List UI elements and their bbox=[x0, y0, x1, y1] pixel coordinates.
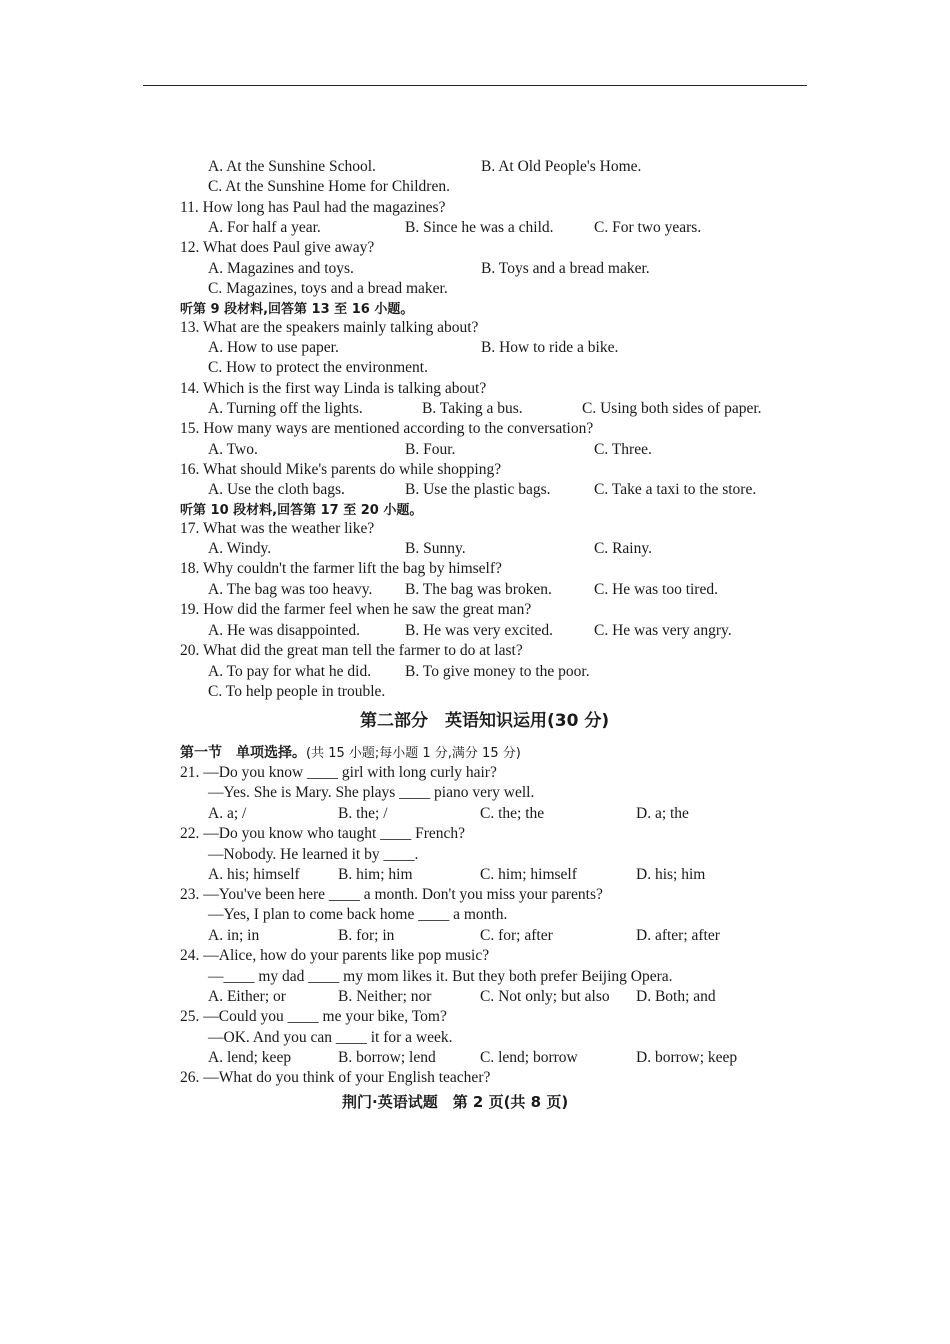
q24-option-d: D. Both; and bbox=[636, 988, 716, 1005]
q21-line2: —Yes. She is Mary. She plays ____ piano very well. bbox=[208, 784, 535, 801]
q16-option-c: C. Take a taxi to the store. bbox=[594, 481, 757, 498]
q20-option-b: B. To give money to the poor. bbox=[405, 663, 590, 680]
q18-option-b: B. The bag was broken. bbox=[405, 581, 552, 598]
q21-option-a: A. a; / bbox=[208, 805, 247, 822]
q25-option-c: C. lend; borrow bbox=[480, 1049, 578, 1066]
q15-option-b: B. Four. bbox=[405, 441, 456, 458]
q25-option-b: B. borrow; lend bbox=[338, 1049, 436, 1066]
q12-option-c: C. Magazines, toys and a bread maker. bbox=[208, 280, 448, 297]
section-one-title: 第一节 单项选择。 bbox=[180, 745, 306, 761]
q15-option-a: A. Two. bbox=[208, 441, 258, 458]
q15-stem: 15. How many ways are mentioned according to the conversation? bbox=[180, 420, 594, 437]
section-header-9: 听第 9 段材料,回答第 13 至 16 小题。 bbox=[180, 302, 414, 317]
q23-line2: —Yes, I plan to come back home ____ a month. bbox=[208, 906, 508, 923]
q22-option-b: B. him; him bbox=[338, 866, 413, 883]
q17-option-a: A. Windy. bbox=[208, 540, 272, 557]
q20-option-c: C. To help people in trouble. bbox=[208, 683, 386, 700]
q19-option-c: C. He was very angry. bbox=[594, 622, 732, 639]
q18-option-a: A. The bag was too heavy. bbox=[208, 581, 373, 598]
q20-option-a: A. To pay for what he did. bbox=[208, 663, 372, 680]
q14-stem: 14. Which is the first way Linda is talking about? bbox=[180, 380, 487, 397]
part-two-title: 第二部分 英语知识运用(30 分) bbox=[360, 711, 610, 731]
section-one-note: (共 15 小题;每小题 1 分,满分 15 分) bbox=[306, 746, 521, 761]
q21-option-d: D. a; the bbox=[636, 805, 689, 822]
q21-option-c: C. the; the bbox=[480, 805, 545, 822]
q17-stem: 17. What was the weather like? bbox=[180, 520, 375, 537]
q13-option-a: A. How to use paper. bbox=[208, 339, 339, 356]
q23-option-a: A. in; in bbox=[208, 927, 260, 944]
q24-option-c: C. Not only; but also bbox=[480, 988, 610, 1005]
q24-line1: 24. —Alice, how do your parents like pop music? bbox=[180, 947, 490, 964]
q16-option-b: B. Use the plastic bags. bbox=[405, 481, 551, 498]
q25-line2: —OK. And you can ____ it for a week. bbox=[208, 1029, 453, 1046]
q11-option-b: B. Since he was a child. bbox=[405, 219, 554, 236]
q13-stem: 13. What are the speakers mainly talking about? bbox=[180, 319, 479, 336]
q13-option-c: C. How to protect the environment. bbox=[208, 359, 428, 376]
q21-option-b: B. the; / bbox=[338, 805, 388, 822]
q14-option-b: B. Taking a bus. bbox=[422, 400, 523, 417]
q11-stem: 11. How long has Paul had the magazines? bbox=[180, 199, 446, 216]
q20-stem: 20. What did the great man tell the farmer to do at last? bbox=[180, 642, 523, 659]
q19-stem: 19. How did the farmer feel when he saw the great man? bbox=[180, 601, 532, 618]
q11-option-c: C. For two years. bbox=[594, 219, 702, 236]
q25-line1: 25. —Could you ____ me your bike, Tom? bbox=[180, 1008, 447, 1025]
q25-option-d: D. borrow; keep bbox=[636, 1049, 738, 1066]
q23-option-b: B. for; in bbox=[338, 927, 395, 944]
q15-option-c: C. Three. bbox=[594, 441, 652, 458]
q19-option-b: B. He was very excited. bbox=[405, 622, 554, 639]
q12-option-b: B. Toys and a bread maker. bbox=[481, 260, 650, 277]
q21-line1: 21. —Do you know ____ girl with long curly hair? bbox=[180, 764, 497, 781]
q18-option-c: C. He was too tired. bbox=[594, 581, 718, 598]
q23-option-d: D. after; after bbox=[636, 927, 720, 944]
q24-option-a: A. Either; or bbox=[208, 988, 286, 1005]
q23-line1: 23. —You've been here ____ a month. Don't you miss your parents? bbox=[180, 886, 603, 903]
q14-option-c: C. Using both sides of paper. bbox=[582, 400, 762, 417]
q12-option-a: A. Magazines and toys. bbox=[208, 260, 354, 277]
q17-option-c: C. Rainy. bbox=[594, 540, 652, 557]
page-footer: 荆门·英语试题 第 2 页(共 8 页) bbox=[342, 1093, 569, 1111]
section-header-10: 听第 10 段材料,回答第 17 至 20 小题。 bbox=[180, 503, 423, 518]
q12-stem: 12. What does Paul give away? bbox=[180, 239, 375, 256]
q22-option-c: C. him; himself bbox=[480, 866, 577, 883]
q10-option-c: C. At the Sunshine Home for Children. bbox=[208, 178, 450, 195]
q13-option-b: B. How to ride a bike. bbox=[481, 339, 619, 356]
header-rule bbox=[143, 85, 807, 86]
q18-stem: 18. Why couldn't the farmer lift the bag by himself? bbox=[180, 560, 502, 577]
q16-option-a: A. Use the cloth bags. bbox=[208, 481, 345, 498]
q23-option-c: C. for; after bbox=[480, 927, 553, 944]
q10-option-b: B. At Old People's Home. bbox=[481, 158, 642, 175]
q17-option-b: B. Sunny. bbox=[405, 540, 466, 557]
q22-line1: 22. —Do you know who taught ____ French? bbox=[180, 825, 465, 842]
q26-line1: 26. —What do you think of your English teacher? bbox=[180, 1069, 491, 1086]
q24-line2: —____ my dad ____ my mom likes it. But they both prefer Beijing Opera. bbox=[208, 968, 673, 985]
section-one-heading bbox=[180, 743, 521, 764]
q22-option-d: D. his; him bbox=[636, 866, 706, 883]
q11-option-a: A. For half a year. bbox=[208, 219, 321, 236]
q16-stem: 16. What should Mike's parents do while shopping? bbox=[180, 461, 502, 478]
q10-option-a: A. At the Sunshine School. bbox=[208, 158, 376, 175]
q19-option-a: A. He was disappointed. bbox=[208, 622, 360, 639]
q25-option-a: A. lend; keep bbox=[208, 1049, 292, 1066]
q14-option-a: A. Turning off the lights. bbox=[208, 400, 363, 417]
q22-option-a: A. his; himself bbox=[208, 866, 300, 883]
q24-option-b: B. Neither; nor bbox=[338, 988, 432, 1005]
q22-line2: —Nobody. He learned it by ____. bbox=[208, 846, 419, 863]
